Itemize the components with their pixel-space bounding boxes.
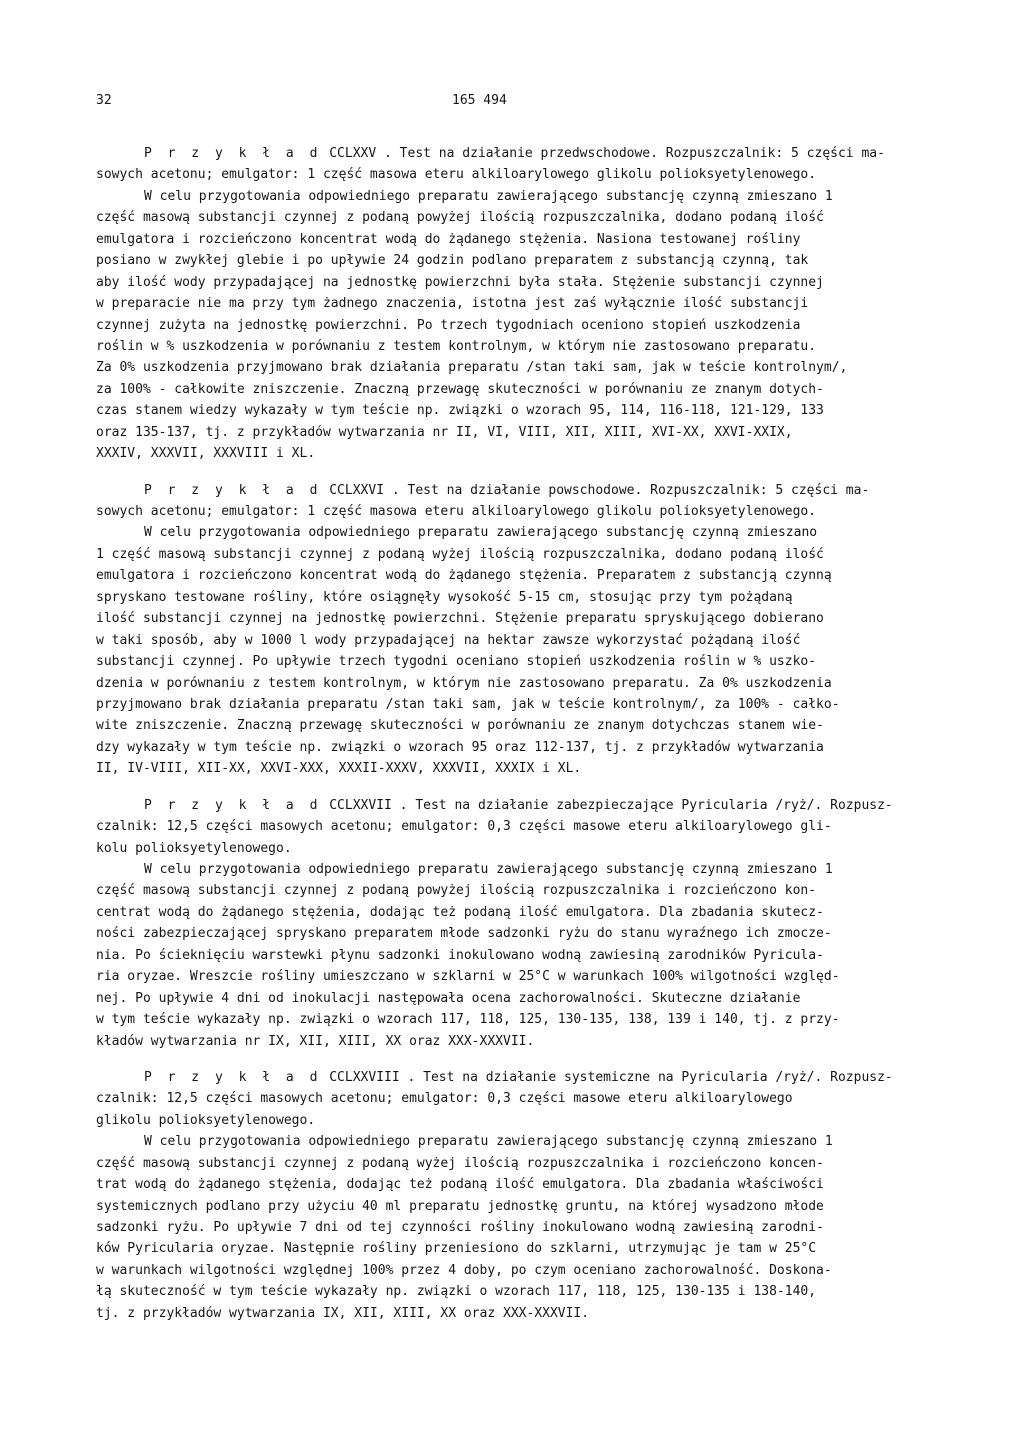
line-text: trat wodą do żądanego stężenia, dodając też podaną ilość emulgatora. Dla zbadania właściwości xyxy=(96,1177,824,1193)
line-text: W celu przygotowania odpowiedniego preparatu zawierającego substancję czynną zmieszano xyxy=(144,525,818,541)
line-text: systemicznych podlano przy użyciu 40 ml preparatu jednostkę gruntu, na której wysadzono młode xyxy=(96,1198,824,1214)
page-number: 32 xyxy=(96,93,112,108)
line-text: wite zniszczenie. Znaczną przewagę skuteczności w porównaniu ze znanym dotychczas stanem wie- xyxy=(96,718,824,734)
line-text: czalnik: 12,5 części masowych acetonu; emulgator: 0,3 części masowe eteru alkiloarylowego gli- xyxy=(96,819,832,835)
text-line xyxy=(96,1110,926,1131)
text-line xyxy=(96,422,926,443)
text-line xyxy=(96,544,926,565)
line-text: kolu polioksyetylenowego. xyxy=(96,840,292,856)
line-text: kładów wytwarzania nr IX, XII, XIII, XX oraz XXX-XXXVII. xyxy=(96,1033,535,1049)
text-line xyxy=(96,357,926,378)
text-line xyxy=(96,737,926,758)
text-line xyxy=(96,651,926,672)
text-line xyxy=(96,480,926,501)
patent-number: 165 494 xyxy=(452,93,507,108)
text-line xyxy=(96,501,926,522)
example-heading: P r z y k ł a d xyxy=(144,146,322,161)
line-text: substancji czynnej. Po upływie trzech tygodni oceniano stopień uszkodzenia roślin w % uszko- xyxy=(96,654,817,670)
example-paragraph xyxy=(96,1067,926,1324)
line-text: ilość substancji czynnej na jednostkę powierzchni. Stężenie preparatu spryskującego dobierano xyxy=(96,611,824,627)
line-text: nej. Po upływie 4 dni od inokulacji następowała ocena zachorowalności. Skuteczne działanie xyxy=(96,990,801,1006)
line-text: czynnej zużyta na jednostkę powierzchni. Po trzech tygodniach oceniono stopień uszkodzenia xyxy=(96,317,801,333)
line-text: sowych acetonu; emulgator: 1 część masowa eteru alkiloarylowego glikolu polioksyetylenowego. xyxy=(96,504,817,519)
line-text: oraz 135-137, tj. z przykładów wytwarzania nr II, VI, VIII, XII, XIII, XVI-XX, XXVI-XXIX, xyxy=(96,424,793,440)
text-line xyxy=(96,1238,926,1259)
line-text: ków Pyricularia oryzae. Następnie rośliny przeniesiono do szklarni, utrzymując je tam w 25°C xyxy=(96,1241,817,1257)
text-line xyxy=(96,250,926,271)
text-line xyxy=(96,229,926,250)
example-paragraph xyxy=(96,795,926,1052)
line-text: Za 0% uszkodzenia przyjmowano brak działania preparatu /stan taki sam, jak w teście kontrolnym/, xyxy=(96,360,848,376)
text-line xyxy=(96,902,926,923)
line-text: W celu przygotowania odpowiedniego preparatu zawierającego substancję czynną zmieszano 1 xyxy=(144,188,833,204)
line-text: w tym teście wykazały np. związki o wzorach 117, 118, 125, 130-135, 138, 139 i 140, tj. z przy- xyxy=(96,1012,840,1028)
line-text: za 100% - całkowite zniszczenie. Znaczną przewagę skuteczności w porównaniu ze znanym dotych- xyxy=(96,381,824,397)
text-line xyxy=(96,838,926,859)
example-heading: P r z y k ł a d xyxy=(144,1069,322,1085)
text-line xyxy=(96,1067,926,1088)
line-text: w taki sposób, aby w 1000 l wody przypadającej na hektar zawsze wykorzystać pożądaną ilość xyxy=(96,632,801,648)
text-line xyxy=(96,1303,926,1324)
text-line xyxy=(96,923,926,944)
text-line xyxy=(96,1131,926,1152)
text-line xyxy=(96,1174,926,1195)
line-text: CCLXXV . Test na działanie przedwschodowe. Rozpuszczalnik: 5 części ma- xyxy=(321,146,885,161)
line-text: ności zabezpieczającej spryskano preparatem młode sadzonki ryżu do stanu wyraźnego ich zmocze- xyxy=(96,926,832,942)
text-line xyxy=(96,164,926,185)
line-text: 1 część masową substancji czynnej z podaną wyżej ilością rozpuszczalnika, dodano podaną ilość xyxy=(96,546,824,562)
example-heading: P r z y k ł a d xyxy=(144,797,322,813)
text-line xyxy=(96,186,926,207)
text-line xyxy=(96,795,926,816)
text-line xyxy=(96,715,926,736)
text-line xyxy=(96,587,926,608)
text-line xyxy=(96,630,926,651)
text-line xyxy=(96,565,926,586)
line-text: CCLXXVI . Test na działanie powschodowe. Rozpuszczalnik: 5 części ma- xyxy=(321,482,870,498)
line-text: nia. Po ścieknięciu warstewki płynu sadzonki inokulowano wodną zawiesiną zarodników Pyricula- xyxy=(96,947,824,963)
text-line xyxy=(96,336,926,357)
paragraph-gap xyxy=(96,780,926,795)
text-line xyxy=(96,816,926,837)
text-line xyxy=(96,608,926,629)
text-line xyxy=(96,1196,926,1217)
line-text: sadzonki ryżu. Po upływie 7 dni od tej czynności rośliny inokulowano wodną zawiesiną zarodni- xyxy=(96,1220,824,1235)
text-line xyxy=(96,1009,926,1030)
text-line xyxy=(96,758,926,779)
line-text: W celu przygotowania odpowiedniego preparatu zawierającego substancję czynną zmieszano 1 xyxy=(144,1134,833,1150)
example-paragraph xyxy=(96,143,926,465)
line-text: sowych acetonu; emulgator: 1 część masowa eteru alkiloarylowego glikolu polioksyetylenowego. xyxy=(96,167,817,183)
line-text: emulgatora i rozcieńczono koncentrat wodą do żądanego stężenia. Nasiona testowanej rośliny xyxy=(96,231,801,247)
line-text: czas stanem wiedzy wykazały w tym teście np. związki o wzorach 95, 114, 116-118, 121-129, 133 xyxy=(96,403,824,419)
paragraph-gap xyxy=(96,465,926,480)
line-text: CCLXXVII . Test na działanie zabezpieczające Pyricularia /ryż/. Rozpusz- xyxy=(321,797,893,813)
text-line xyxy=(96,1281,926,1302)
paragraph-gap xyxy=(96,1052,926,1067)
line-text: w warunkach wilgotności względnej 100% przez 4 doby, po czym oceniano zachorowalność. Doskona- xyxy=(96,1262,832,1278)
text-line xyxy=(96,1088,926,1109)
line-text: spryskano testowane rośliny, które osiągnęły wysokość 5-15 cm, stosując przy tym pożądaną xyxy=(96,589,793,605)
line-text: część masową substancji czynnej z podaną wyżej ilością rozpuszczalnika i rozcieńczono koncen- xyxy=(96,1155,824,1171)
line-text: glikolu polioksyetylenowego. xyxy=(96,1112,316,1128)
line-text: roślin w % uszkodzenia w porównaniu z testem kontrolnym, w którym nie zastosowano preparatu. xyxy=(96,338,817,354)
text-line xyxy=(96,673,926,694)
text-line xyxy=(96,293,926,314)
example-paragraph xyxy=(96,480,926,780)
line-text: tj. z przykładów wytwarzania IX, XII, XIII, XX oraz XXX-XXXVII. xyxy=(96,1305,590,1321)
line-text: łą skuteczność w tym teście wykazały np. związki o wzorach 117, 118, 125, 130-135 i 138-140, xyxy=(96,1284,817,1300)
text-line xyxy=(96,880,926,901)
example-heading: P r z y k ł a d xyxy=(144,482,322,498)
text-line xyxy=(96,315,926,336)
page-header xyxy=(96,93,926,115)
text-line xyxy=(96,443,926,464)
text-line xyxy=(96,143,926,164)
line-text: posiano w zwykłej glebie i po upływie 24 godzin podlano preparatem z substancją czynną, tak xyxy=(96,253,809,269)
text-line xyxy=(96,1031,926,1052)
line-text: CCLXXVIII . Test na działanie systemiczne na Pyricularia /ryż/. Rozpusz- xyxy=(321,1069,893,1085)
text-line xyxy=(96,988,926,1009)
text-line xyxy=(96,1260,926,1281)
line-text: emulgatora i rozcieńczono koncentrat wodą do żądanego stężenia. Preparatem z substancją czynną xyxy=(96,568,832,584)
text-line xyxy=(96,1153,926,1174)
text-line xyxy=(96,400,926,421)
text-line xyxy=(96,1217,926,1238)
line-text: aby ilość wody przypadającej na jednostkę powierzchni była stała. Stężenie substancji czynnej xyxy=(96,274,824,290)
line-text: dzy wykazały w tym teście np. związki o wzorach 95 oraz 112-137, tj. z przykładów wytwarzania xyxy=(96,739,824,755)
text-line xyxy=(96,859,926,880)
text-line xyxy=(96,207,926,228)
line-text: w preparacie nie ma przy tym żadnego znaczenia, istotna jest zaś wyłącznie ilość substancji xyxy=(96,296,809,312)
line-text: centrat wodą do żądanego stężenia, dodając też podaną ilość emulgatora. Dla zbadania skutecz- xyxy=(96,904,824,920)
text-line xyxy=(96,966,926,987)
line-text: dzenia w porównaniu z testem kontrolnym, w którym nie zastosowano preparatu. Za 0% uszkodzenia xyxy=(96,675,832,691)
document-body xyxy=(96,143,926,1324)
line-text: część masową substancji czynnej z podaną powyżej ilością rozpuszczalnika i rozcieńczono kon- xyxy=(96,883,817,899)
line-text: ria oryzae. Wreszcie rośliny umieszczano w szklarni w 25°C w warunkach 100% wilgotności względ- xyxy=(96,969,840,985)
line-text: XXXIV, XXXVII, XXXVIII i XL. xyxy=(96,446,316,462)
line-text: czalnik: 12,5 części masowych acetonu; emulgator: 0,3 części masowe eteru alkiloarylowego xyxy=(96,1091,793,1107)
text-line xyxy=(96,272,926,293)
text-line xyxy=(96,945,926,966)
text-line xyxy=(96,522,926,543)
line-text: przyjmowano brak działania preparatu /stan taki sam, jak w teście kontrolnym/, za 100% - całko- xyxy=(96,696,840,712)
text-line xyxy=(96,379,926,400)
line-text: część masową substancji czynnej z podaną powyżej ilością rozpuszczalnika, dodano podaną ilość xyxy=(96,210,824,226)
line-text: W celu przygotowania odpowiedniego preparatu zawierającego substancję czynną zmieszano 1 xyxy=(144,862,833,877)
text-line xyxy=(96,694,926,715)
line-text: II, IV-VIII, XII-XX, XXVI-XXX, XXXII-XXXV, XXXVII, XXXIX i XL. xyxy=(96,761,582,777)
